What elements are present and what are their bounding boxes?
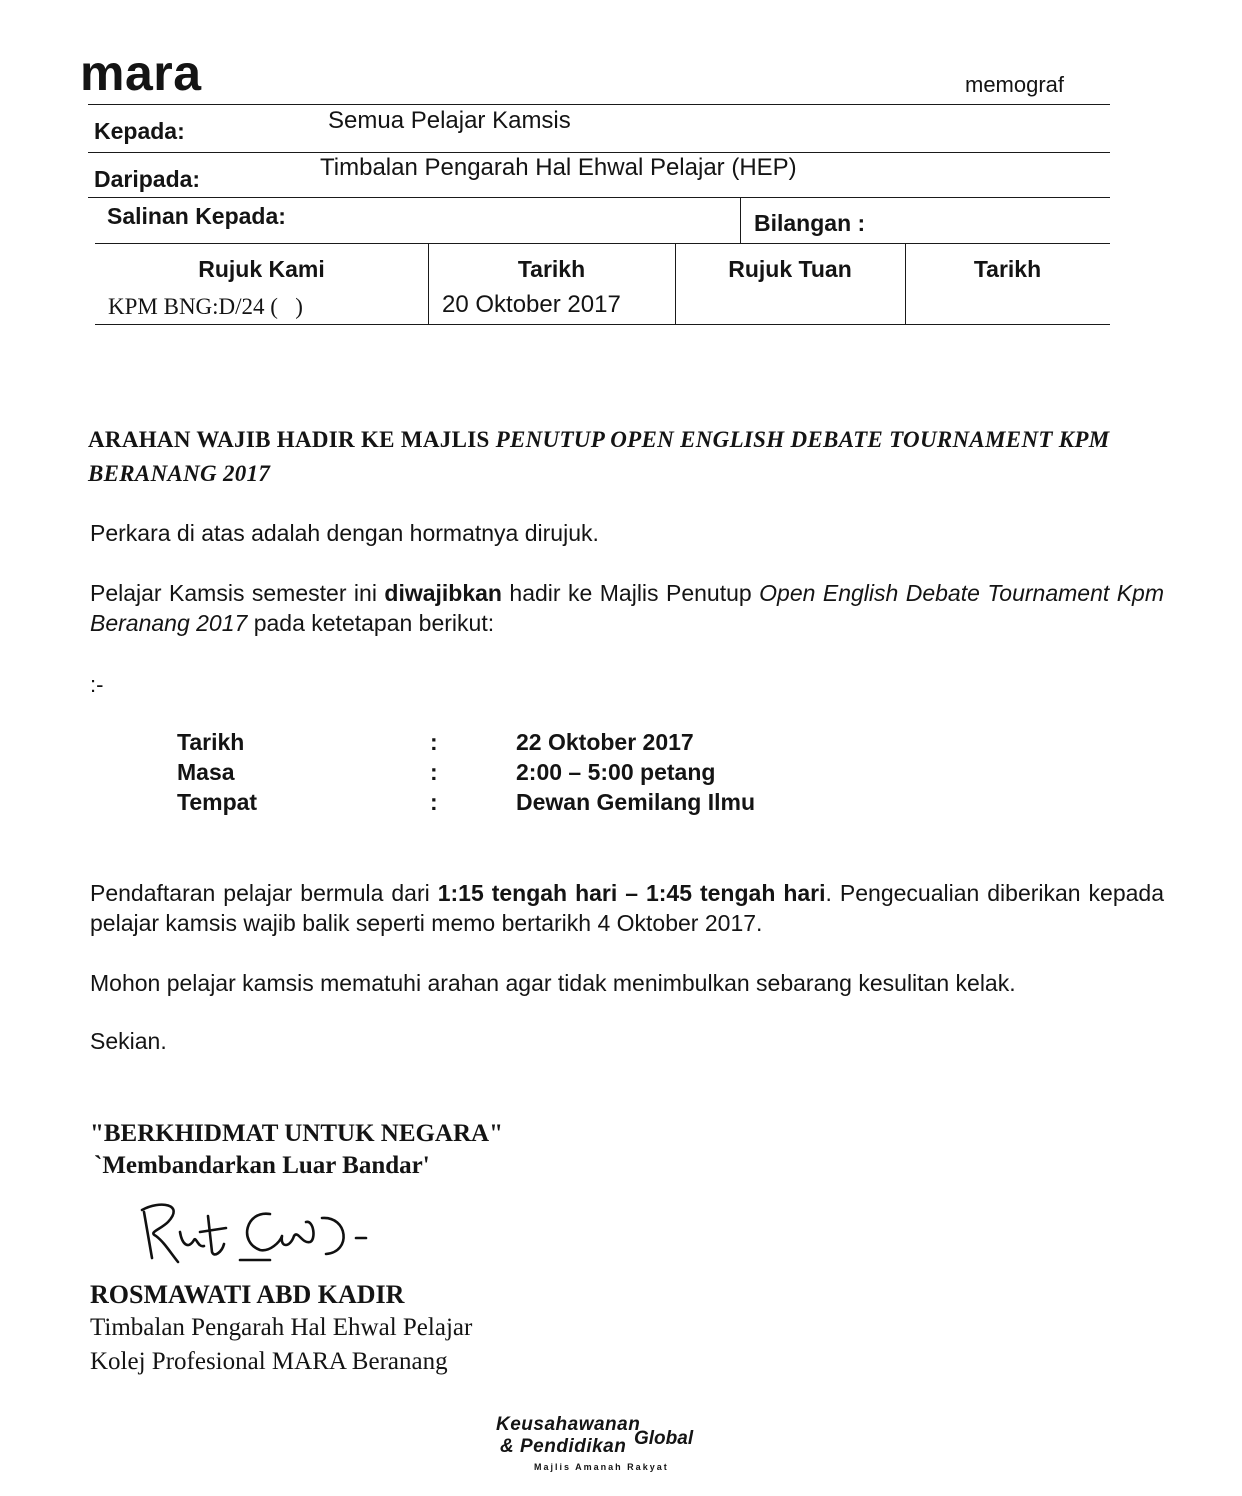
footer-logo-line4: Majlis Amanah Rakyat	[534, 1462, 669, 1472]
ref-header-rujuk-kami: Rujuk Kami	[198, 256, 325, 282]
ref-header-tarikh-2: Tarikh	[973, 256, 1042, 282]
bilangan-label: Bilangan :	[754, 210, 866, 236]
divider	[88, 197, 1110, 198]
ref-tarikh-value: 20 Oktober 2017	[442, 291, 621, 318]
detail-colon: :	[430, 729, 438, 755]
motto: "BERKHIDMAT UNTUK NEGARA"	[90, 1120, 503, 1147]
mara-logo: mara	[80, 45, 202, 101]
daripada-label: Daripada:	[94, 166, 201, 192]
list-separator: :-	[90, 672, 104, 697]
divider	[95, 324, 1110, 325]
detail-label-tempat: Tempat	[177, 789, 258, 815]
memo-subject: ARAHAN WAJIB HADIR KE MAJLIS PENUTUP OPEN ENGLISH DEBATE TOURNAMENT KPM BERANANG 2017	[88, 427, 1110, 486]
footer-logo-line2: & Pendidikan	[500, 1436, 627, 1457]
ref-header-tarikh: Tarikh	[517, 256, 586, 282]
divider	[88, 104, 1110, 105]
footer-logo-line3: Global	[634, 1428, 694, 1449]
ref-header-rujuk-tuan: Rujuk Tuan	[728, 256, 852, 282]
detail-label-masa: Masa	[177, 759, 235, 785]
kepada-label: Kepada:	[94, 118, 185, 144]
detail-value-masa: 2:00 – 5:00 petang	[516, 759, 716, 785]
kepada-value: Semua Pelajar Kamsis	[328, 107, 571, 134]
paragraph-5: Sekian.	[90, 1028, 167, 1054]
salinan-label: Salinan Kepada:	[107, 203, 286, 229]
footer-logo	[490, 1410, 760, 1480]
daripada-value: Timbalan Pengarah Hal Ehwal Pelajar (HEP)	[320, 154, 797, 181]
detail-colon: :	[430, 789, 438, 815]
paragraph-4: Mohon pelajar kamsis mematuhi arahan agar tidak menimbulkan sebarang kesulitan kelak.	[90, 970, 1016, 996]
divider	[88, 152, 1110, 153]
signature	[130, 1192, 380, 1282]
detail-value-tarikh: 22 Oktober 2017	[516, 729, 694, 755]
divider	[95, 243, 1110, 244]
signatory-name: ROSMAWATI ABD KADIR	[90, 1280, 405, 1309]
detail-value-tempat: Dewan Gemilang Ilmu	[516, 789, 755, 815]
footer-logo-line1: Keusahawanan	[496, 1414, 641, 1435]
tagline: `Membandarkan Luar Bandar'	[94, 1152, 430, 1179]
paragraph-2: Pelajar Kamsis semester ini diwajibkan hadir ke Majlis Penutup Open English Debate Tournament Kpm Beranang 2017 pada ketetapan berikut:	[90, 580, 1164, 636]
signatory-title: Timbalan Pengarah Hal Ehwal Pelajar	[90, 1314, 473, 1341]
detail-label-tarikh: Tarikh	[177, 729, 245, 755]
paragraph-3: Pendaftaran pelajar bermula dari 1:15 tengah hari – 1:45 tengah hari. Pengecualian diberikan kepada pelajar kamsis wajib balik seperti memo bertarikh 4 Oktober 2017.	[90, 880, 1165, 936]
detail-colon: :	[430, 759, 438, 785]
paragraph-1: Perkara di atas adalah dengan hormatnya dirujuk.	[90, 520, 599, 546]
doc-type-label: memograf	[965, 72, 1065, 97]
ref-rujuk-kami-value: KPM BNG:D/24 ( )	[108, 294, 303, 319]
divider	[740, 197, 741, 243]
signatory-org: Kolej Profesional MARA Beranang	[90, 1348, 448, 1375]
